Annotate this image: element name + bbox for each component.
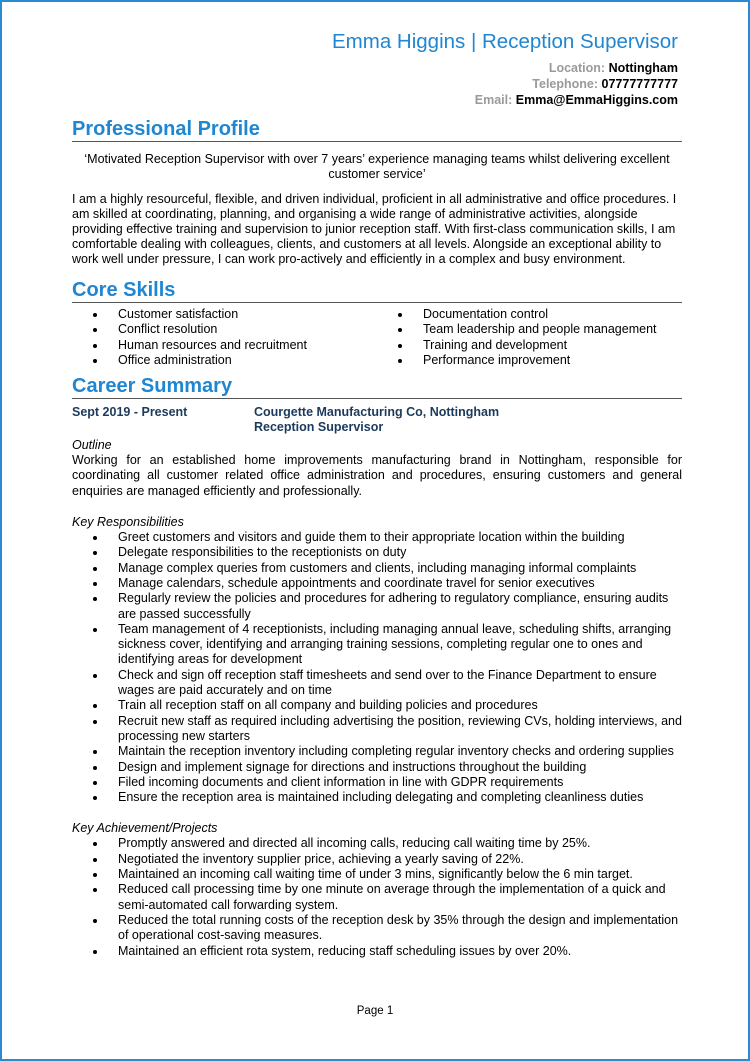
skill-item: Conflict resolution: [72, 322, 377, 337]
responsibility-item: Check and sign off reception staff timesheets and send over to the Finance Department to ensure wages are paid accurately and on time: [72, 668, 682, 699]
email-line: [332, 92, 678, 108]
achievement-item: Negotiated the inventory supplier price, achieving a yearly saving of 22%.: [72, 852, 682, 867]
skills-column-left: [72, 307, 377, 368]
page-number: Page 1: [356, 1005, 394, 1017]
achievements-list: [72, 836, 682, 958]
achievement-item: Reduced the total running costs of the reception desk by 35% through the design and implementation of operational cost-saving measures.: [72, 913, 682, 944]
skills-heading: Core Skills: [72, 279, 682, 303]
outline-label: Outline: [72, 438, 112, 453]
skill-item: Training and development: [377, 338, 682, 353]
responsibility-item: Greet customers and visitors and guide them to their appropriate location within the building: [72, 530, 682, 545]
responsibility-item: Manage calendars, schedule appointments and coordinate travel for senior executives: [72, 576, 682, 591]
skill-item: Team leadership and people management: [377, 322, 682, 337]
responsibility-item: Manage complex queries from customers and clients, including managing informal complaints: [72, 561, 682, 576]
email-value: Emma@EmmaHiggins.com: [515, 93, 678, 107]
responsibility-item: Regularly review the policies and procedures for adhering to regulatory compliance, ensuring audits are passed successfully: [72, 591, 682, 622]
responsibility-item: Team management of 4 receptionists, including managing annual leave, scheduling shifts, arranging sickness cover, identifying and arranging training sessions, completing regular one to ones and identifying areas for development: [72, 622, 682, 668]
job-dates: Sept 2019 - Present: [72, 405, 188, 420]
responsibility-item: Filed incoming documents and client information in line with GDPR requirements: [72, 775, 682, 790]
responsibility-item: Train all reception staff on all company and building policies and procedures: [72, 698, 682, 713]
job-title-block: [254, 405, 499, 435]
achievement-item: Maintained an incoming call waiting time of under 3 mins, significantly below the 6 min target.: [72, 867, 682, 882]
job-company: Courgette Manufacturing Co, Nottingham: [254, 405, 500, 420]
email-label: Email:: [474, 93, 513, 107]
responsibility-item: Delegate responsibilities to the receptionists on duty: [72, 545, 682, 560]
skill-item: Performance improvement: [377, 353, 682, 368]
achievement-item: Reduced call processing time by one minute on average through the implementation of a quick and semi-automated call forwarding system.: [72, 882, 682, 913]
profile-quote: ‘Motivated Reception Supervisor with over 7 years’ experience managing teams whilst delivering excellent customer service’: [84, 152, 670, 181]
career-heading: Career Summary: [72, 375, 682, 399]
skill-item: Customer satisfaction: [72, 307, 377, 322]
telephone-value: 07777777777: [601, 77, 678, 91]
location-value: Nottingham: [608, 61, 678, 75]
skill-item: Office administration: [72, 353, 377, 368]
telephone-line: [332, 76, 678, 92]
outline-text: Working for an established home improvements manufacturing brand in Nottingham, responsible for coordinating all customer related office administration and procedures, ensuring customers and general enquiries are managed efficiently and professionally.: [72, 453, 682, 498]
skill-item: Human resources and recruitment: [72, 338, 377, 353]
responsibility-item: Ensure the reception area is maintained including delegating and completing cleanliness duties: [72, 790, 682, 805]
location-line: [332, 60, 678, 76]
profile-heading: Professional Profile: [72, 118, 682, 142]
skills-column-right: [377, 307, 682, 368]
responsibility-item: Maintain the reception inventory including completing regular inventory checks and ordering supplies: [72, 744, 682, 759]
achievements-label: Key Achievement/Projects: [72, 821, 218, 836]
location-label: Location:: [548, 61, 606, 75]
responsibility-item: Design and implement signage for directions and instructions throughout the building: [72, 760, 682, 775]
responsibilities-label: Key Responsibilities: [72, 515, 184, 530]
responsibilities-list: [72, 530, 682, 805]
skill-item: Documentation control: [377, 307, 682, 322]
candidate-name: Emma Higgins | Reception Supervisor: [332, 30, 678, 53]
telephone-label: Telephone:: [532, 77, 599, 91]
responsibility-item: Recruit new staff as required including advertising the position, reviewing CVs, holding interviews, and processing new starters: [72, 714, 682, 745]
cv-content: [72, 118, 682, 959]
skills-grid: [72, 307, 682, 368]
job-role: Reception Supervisor: [254, 420, 384, 435]
profile-body: I am a highly resourceful, flexible, and driven individual, proficient in all administrative and office procedures. I am skilled at coordinating, planning, and organising a wide range of administrative activities, alongside providing effective training and supervision to junior reception staff. With first-class communication skills, I am comfortable dealing with colleagues, clients, and customers at all levels. Alongside an exceptional ability to work well under pressure, I can work pro-actively and efficiently in a complex and busy environment.: [72, 192, 677, 266]
cv-header: [332, 30, 678, 108]
job-heading: [72, 405, 682, 435]
achievement-item: Promptly answered and directed all incoming calls, reducing call waiting time by 25%.: [72, 836, 682, 851]
achievement-item: Maintained an efficient rota system, reducing staff scheduling issues by over 20%.: [72, 944, 682, 959]
